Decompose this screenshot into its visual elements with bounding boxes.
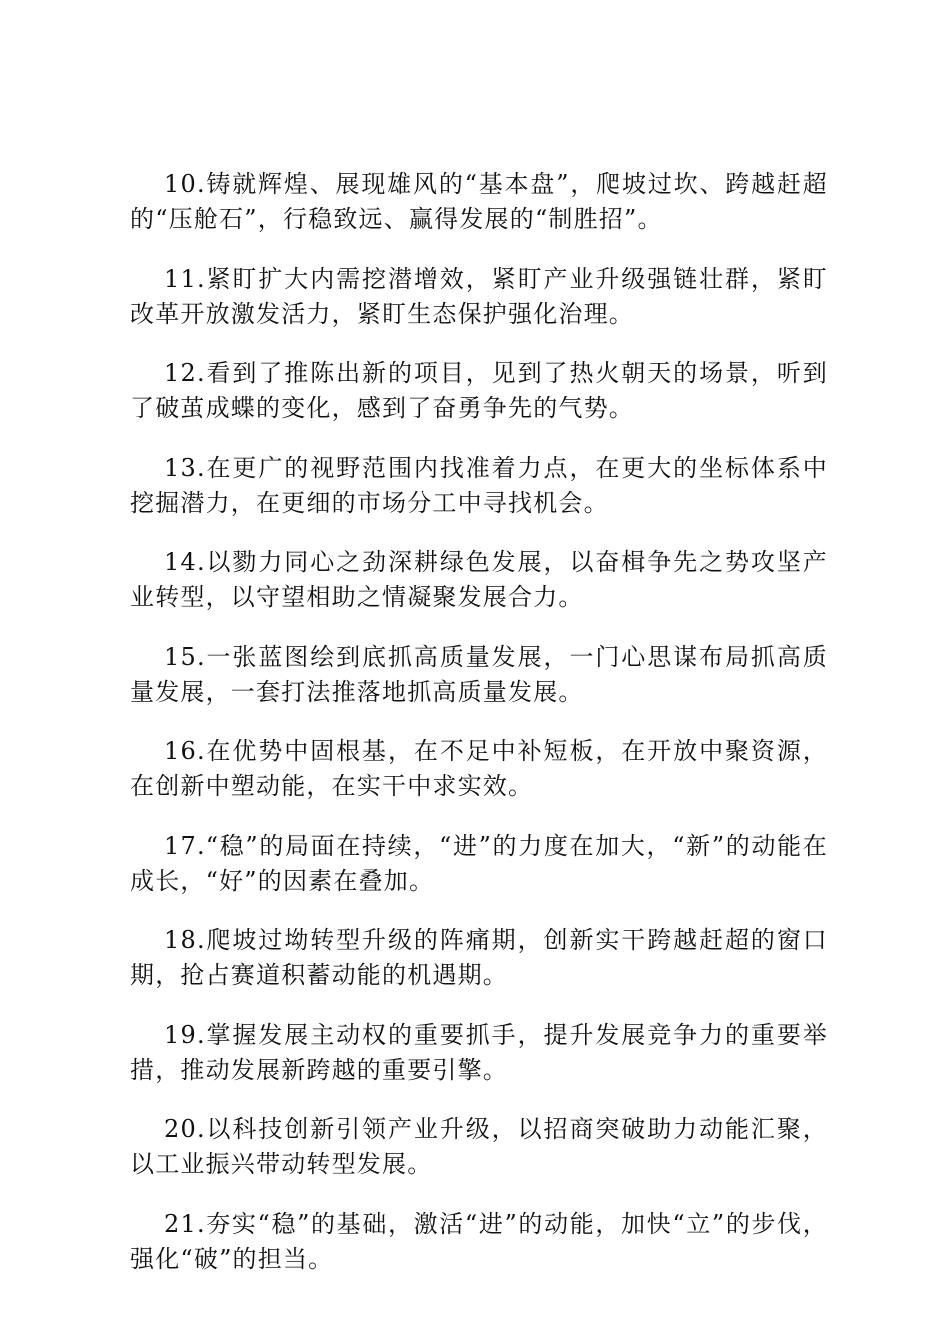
paragraph-11: 11.紧盯扩大内需挖潜增效，紧盯产业升级强链壮群，紧盯改革开放激发活力，紧盯生态保护强化治理。 — [130, 264, 828, 328]
paragraph-16: 16.在优势中固根基，在不足中补短板，在开放中聚资源，在创新中塑动能，在实干中求实效。 — [130, 737, 828, 800]
paragraph-18: 18.爬坡过坳转型升级的阵痛期，创新实干跨越赶超的窗口期，抢占赛道积蓄动能的机遇期。 — [130, 926, 828, 989]
paragraph-19: 19.掌握发展主动权的重要抓手，提升发展竞争力的重要举措，推动发展新跨越的重要引擎。 — [130, 1020, 828, 1084]
paragraph-14: 14.以勠力同心之劲深耕绿色发展，以奋楫争先之势攻坚产业转型，以守望相助之情凝聚发展合力。 — [130, 548, 828, 611]
paragraph-20: 20.以科技创新引领产业升级，以招商突破助力动能汇聚，以工业振兴带动转型发展。 — [130, 1115, 828, 1178]
paragraph-21: 21.夯实“稳”的基础，激活“进”的动能，加快“立”的步伐，强化“破”的担当。 — [130, 1209, 828, 1273]
paragraph-12: 12.看到了推陈出新的项目，见到了热火朝天的场景，听到了破茧成蝶的变化，感到了奋勇争先的气势。 — [130, 359, 828, 422]
paragraph-10: 10.铸就辉煌、展现雄风的“基本盘”，爬坡过坎、跨越赶超的“压舱石”，行稳致远、赢得发展的“制胜招”。 — [130, 170, 828, 233]
paragraph-13: 13.在更广的视野范围内找准着力点，在更大的坐标体系中挖掘潜力，在更细的市场分工中寻找机会。 — [130, 453, 828, 517]
paragraph-15: 15.一张蓝图绘到底抓高质量发展，一门心思谋布局抓高质量发展，一套打法推落地抓高质量发展。 — [130, 642, 828, 706]
document-body — [130, 167, 828, 1301]
paragraph-17: 17.“稳”的局面在持续，“进”的力度在加大，“新”的动能在成长，“好”的因素在叠加。 — [130, 831, 828, 895]
